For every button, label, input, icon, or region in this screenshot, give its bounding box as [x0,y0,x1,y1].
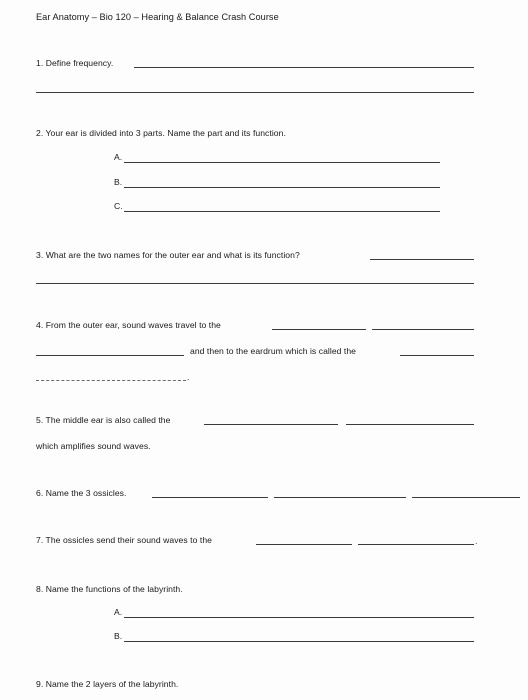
answer-blank[interactable] [134,67,474,68]
question-4-continued: and then to the eardrum which is called the [190,346,357,356]
answer-blank[interactable] [346,424,474,425]
question-5-continued: which amplifies sound waves. [36,441,151,451]
answer-blank[interactable] [36,283,474,284]
question-8: 8. Name the functions of the labyrinth. [36,584,183,594]
answer-blank[interactable] [204,424,338,425]
answer-blank[interactable] [152,497,268,498]
answer-blank[interactable] [124,187,440,188]
answer-blank[interactable] [124,641,474,642]
answer-blank[interactable] [274,497,406,498]
option-label: A. [114,152,123,162]
answer-blank[interactable] [36,380,186,381]
answer-blank[interactable] [256,544,352,545]
option-label: B. [114,631,123,641]
question-1: 1. Define frequency. [36,58,114,68]
option-label: B. [114,177,123,187]
answer-blank[interactable] [124,211,440,212]
answer-blank[interactable] [412,497,520,498]
answer-blank[interactable] [372,329,474,330]
question-7: 7. The ossicles send their sound waves to the [36,535,212,545]
question-4-period: . [187,372,190,382]
answer-blank[interactable] [36,92,474,93]
option-label: C. [114,201,123,211]
question-7-period: . [475,536,478,546]
question-3: 3. What are the two names for the outer ear and what is its function? [36,250,300,260]
answer-blank[interactable] [124,617,474,618]
answer-blank[interactable] [400,355,474,356]
answer-blank[interactable] [358,544,474,545]
option-label: A. [114,607,123,617]
question-4: 4. From the outer ear, sound waves travel to the [36,320,221,330]
answer-blank[interactable] [370,259,474,260]
worksheet-title: Ear Anatomy – Bio 120 – Hearing & Balance Crash Course [36,12,279,22]
question-2: 2. Your ear is divided into 3 parts. Name the part and its function. [36,128,286,138]
answer-blank[interactable] [272,329,366,330]
question-9: 9. Name the 2 layers of the labyrinth. [36,679,179,689]
question-6: 6. Name the 3 ossicles. [36,488,127,498]
answer-blank[interactable] [36,355,184,356]
answer-blank[interactable] [124,162,440,163]
question-5: 5. The middle ear is also called the [36,415,171,425]
